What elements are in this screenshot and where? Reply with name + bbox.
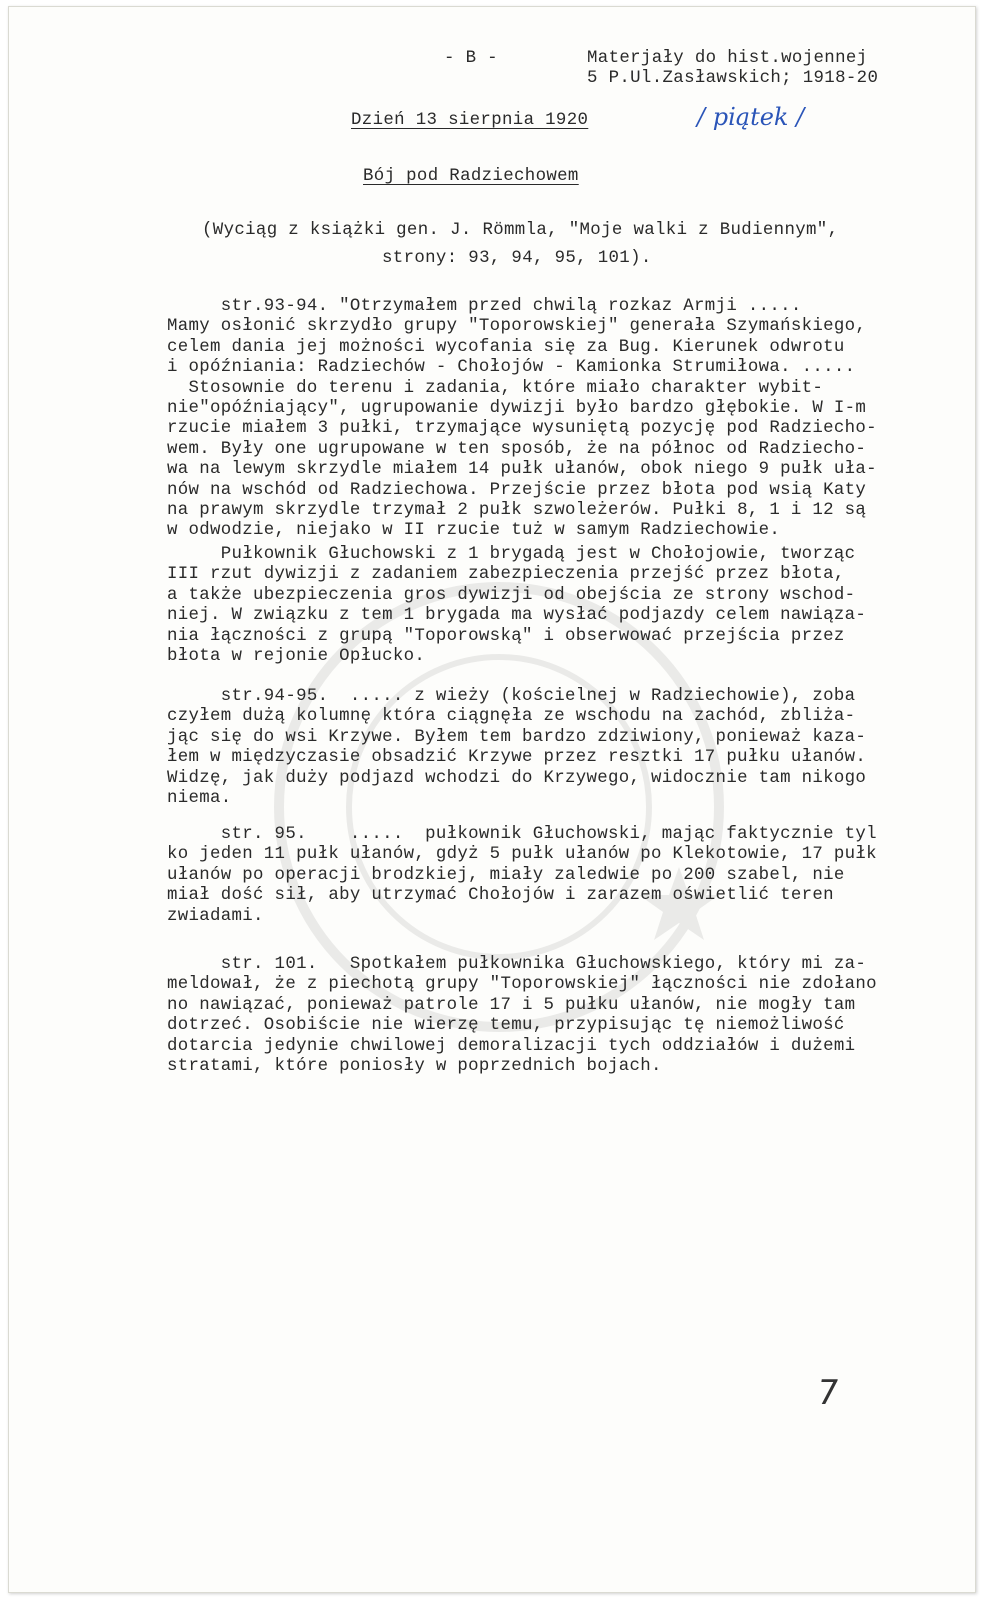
text-line: III rzut dywizji z zadaniem zabezpieczenia przejść przez błota, [167,565,845,585]
document-title: Bój pod Radziechowem [363,167,579,186]
text-line: str.94-95. ..... z wieży (kościelnej w Radziechowie), zoba [167,687,856,706]
paragraph-5 [167,955,967,1077]
text-line: Widzę, jak duży podjazd wchodzi do Krzywego, widocznie tam nikogo [167,768,867,788]
text-line: a także ubezpieczenia gros dywizji od obejścia ze strony wschod- [167,585,856,605]
date-line: Dzień 13 sierpnia 1920 [351,111,589,130]
paragraph-3 [167,687,967,809]
text-line: dotarcia jedynie chwilowej demoralizacji tych oddziałów i dużemi [167,1036,856,1056]
text-line: Pułkownik Głuchowski z 1 brygadą jest w Chołojowie, tworząc [167,545,856,564]
text-line: zwiadami. [167,906,264,926]
text-line: rzucie miałem 3 pułki, trzymające wysuniętą pozycję pod Radziecho- [167,419,877,439]
paragraph-1 [167,297,967,542]
text-line: niej. W związku z tem 1 brygada ma wysłać podjazdy celem nawiąza- [167,606,867,626]
text-line: str. 101. Spotkałem pułkownika Głuchowskiego, który mi za- [167,955,867,974]
handwritten-note: / piątek / [697,103,805,131]
text-line: na prawym skrzydle trzymał 2 pułk szwoleżerów. Pułki 8, 1 i 12 są [167,500,867,520]
document-sheet [8,6,976,1593]
text-line: łem w międzyczasie obsadzić Krzywe przez resztki 17 pułku ułanów. [167,748,867,768]
text-line: błota w rejonie Opłucko. [167,646,426,666]
page-number: 7 [814,1373,842,1413]
text-line: str. 95. ..... pułkownik Głuchowski, mając faktycznie tyl [167,825,877,844]
text-line: i opóźniania: Radziechów - Chołojów - Kamionka Strumiłowa. ..... [167,358,856,378]
text-line: niema. [167,788,232,808]
text-line: Mamy osłonić skrzydło grupy "Toporowskiej" generała Szymańskiego, [167,317,867,337]
paragraph-2 [167,545,967,667]
text-line: jąc się do wsi Krzywe. Byłem tem bardzo zdziwiony, ponieważ kaza- [167,727,867,747]
text-line: miał dość sił, aby utrzymać Chołojów i zarazem oświetlić teren [167,886,834,906]
paragraph-4 [167,825,967,927]
text-line: meldował, że z piechotą grupy "Toporowskiej" łączności nie zdołano [167,975,877,995]
text-line: no nawiązać, ponieważ patrole 17 i 5 pułku ułanów, nie mogły tam [167,995,856,1015]
text-line: ułanów po operacji brodzkiej, miały zaledwie po 200 szabel, nie [167,865,845,885]
archive-header-line-1: Materjały do hist.wojennej [587,49,868,68]
text-line: nia łączności z grupą "Toporowską" i obserwować przejścia przez [167,626,845,646]
page-code: - B - [444,49,498,68]
text-line: stratami, które poniosły w poprzednich bojach. [167,1056,662,1076]
text-line: dotrzeć. Osobiście nie wierzę temu, przypisując tę niemożliwość [167,1016,845,1036]
text-line: wem. Były one ugrupowane w ten sposób, że na północ od Radziecho- [167,439,867,459]
text-line: nie"opóźniający", ugrupowanie dywizji było bardzo głębokie. W I-m [167,398,867,418]
text-line: Stosownie do terenu i zadania, które miało charakter wybit- [167,378,824,398]
text-line: czyłem dużą kolumnę która ciągnęła ze wschodu na zachód, zbliża- [167,707,856,727]
text-line: ko jeden 11 pułk ułanów, gdyż 5 pułk ułanów po Klekotowie, 17 pułk [167,845,877,865]
text-line: celem dania jej możności wycofania się za Bug. Kierunek odwrotu [167,337,845,357]
text-line: str.93-94. "Otrzymałem przed chwilą rozkaz Armji ..... [167,297,802,316]
text-line: nów na wschód od Radziechowa. Przejście przez błota pod wsią Katy [167,480,867,500]
text-line: w odwodzie, niejako w II rzucie tuż w samym Radziechowie. [167,521,781,541]
source-line-2: strony: 93, 94, 95, 101). [382,249,652,268]
text-line: wa na lewym skrzydle miałem 14 pułk ułanów, obok niego 9 pułk uła- [167,460,877,480]
archive-header-line-2: 5 P.Ul.Zasławskich; 1918-20 [587,69,879,88]
source-line-1: (Wyciąg z książki gen. J. Römmla, "Moje walki z Budiennym", [202,221,839,240]
